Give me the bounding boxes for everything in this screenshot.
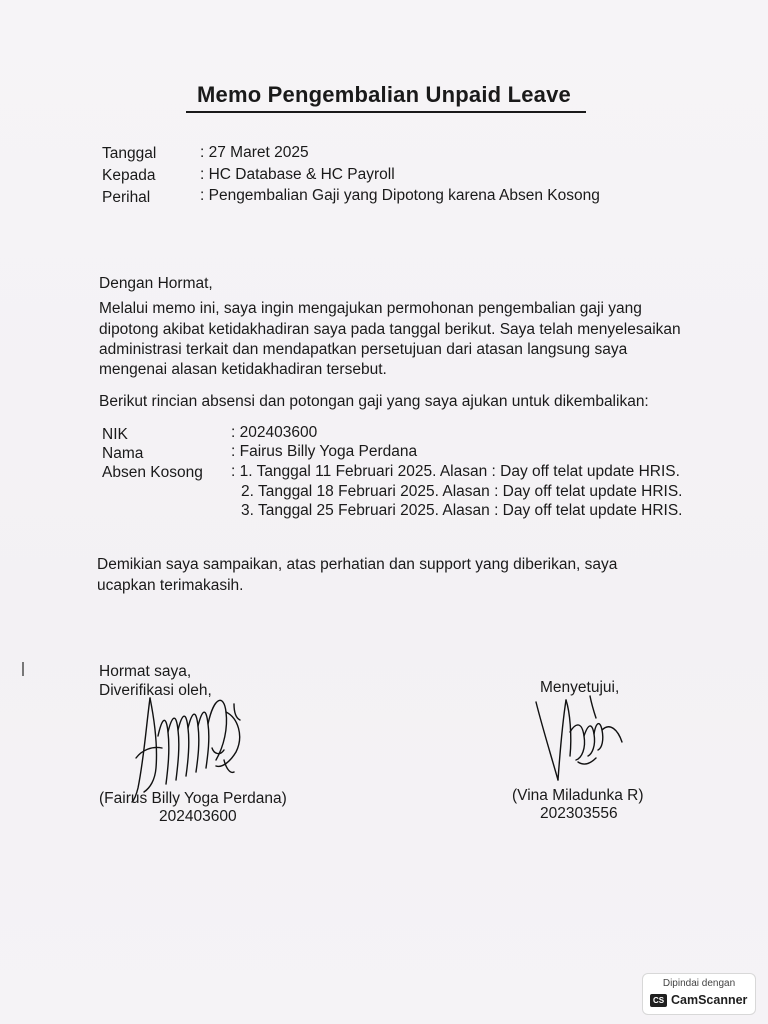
title-underline: [186, 111, 586, 113]
nik-value: : 202403600: [231, 424, 318, 441]
closing-line: Demikian saya sampaikan, atas perhatian dan support yang diberikan, saya: [97, 556, 618, 573]
kepada-value: : HC Database & HC Payroll: [200, 166, 395, 183]
tanggal-value: : 27 Maret 2025: [200, 144, 309, 161]
memo-title: Memo Pengembalian Unpaid Leave: [197, 82, 571, 107]
closing-line: ucapkan terimakasih.: [97, 577, 244, 594]
right-sig-id: 202303556: [540, 805, 618, 822]
body-line: administrasi terkait dan mendapatkan persetujuan dari atasan langsung saya: [99, 341, 628, 358]
right-handwritten-signature: [530, 692, 630, 788]
perihal-label: Perihal: [102, 189, 151, 206]
absen-label: Absen Kosong: [102, 464, 203, 481]
left-sig-line2: Diverifikasi oleh,: [99, 682, 212, 699]
left-sig-name: (Fairus Billy Yoga Perdana): [99, 790, 287, 807]
left-sig-line1: Hormat saya,: [99, 663, 192, 680]
kepada-label: Kepada: [102, 167, 156, 184]
body-line: mengenai alasan ketidakhadiran tersebut.: [99, 361, 387, 378]
left-handwritten-signature: [128, 688, 246, 806]
details-intro: Berikut rincian absensi dan potongan gaji yang saya ajukan untuk dikembalikan:: [99, 393, 649, 410]
absen-item: 3. Tanggal 25 Februari 2025. Alasan : Day off telat update HRIS.: [241, 502, 683, 519]
scan-speck: [22, 662, 24, 676]
nik-label: NIK: [102, 426, 128, 443]
absen-item: : 1. Tanggal 11 Februari 2025. Alasan : Day off telat update HRIS.: [231, 463, 680, 480]
perihal-value: : Pengembalian Gaji yang Dipotong karena Absen Kosong: [200, 187, 600, 204]
body-line: Melalui memo ini, saya ingin mengajukan permohonan pengembalian gaji yang: [99, 300, 642, 317]
tanggal-label: Tanggal: [102, 145, 157, 162]
camscanner-logo-icon: CS: [650, 994, 667, 1007]
right-sig-name: (Vina Miladunka R): [512, 787, 644, 804]
right-sig-line1: Menyetujui,: [540, 679, 620, 696]
camscanner-brand: CamScanner: [671, 993, 748, 1007]
camscanner-badge: [642, 973, 756, 1015]
absen-item: 2. Tanggal 18 Februari 2025. Alasan : Day off telat update HRIS.: [241, 483, 683, 500]
nama-value: : Fairus Billy Yoga Perdana: [231, 443, 418, 460]
greeting: Dengan Hormat,: [99, 275, 213, 292]
body-line: dipotong akibat ketidakhadiran saya pada tanggal berikut. Saya telah menyelesaikan: [99, 321, 681, 338]
left-sig-id: 202403600: [159, 808, 237, 825]
nama-label: Nama: [102, 445, 144, 462]
camscanner-top-text: Dipindai dengan: [662, 978, 736, 989]
